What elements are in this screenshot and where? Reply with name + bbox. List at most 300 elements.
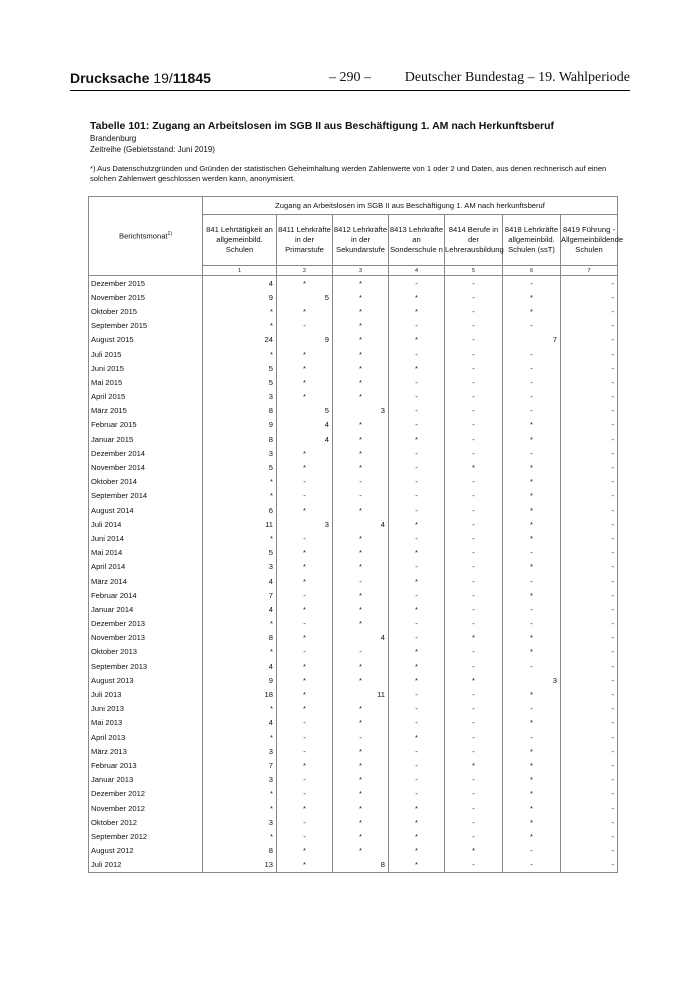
value-cell: - [503, 617, 561, 631]
value-cell: * [333, 815, 389, 829]
value-cell: - [333, 489, 389, 503]
value-cell: 4 [203, 574, 277, 588]
value-cell: * [389, 361, 445, 375]
month-cell: September 2015 [89, 319, 203, 333]
table-row [89, 716, 618, 730]
value-cell: * [277, 702, 333, 716]
value-cell: - [445, 304, 503, 318]
value-cell: * [277, 844, 333, 858]
doc-label: Drucksache [70, 70, 154, 86]
month-cell: September 2013 [89, 659, 203, 673]
value-cell: - [561, 588, 618, 602]
value-cell: * [277, 602, 333, 616]
value-cell: 3 [203, 446, 277, 460]
value-cell: * [333, 375, 389, 389]
value-cell: * [277, 446, 333, 460]
value-cell: - [389, 687, 445, 701]
value-cell: * [333, 304, 389, 318]
value-cell: - [277, 489, 333, 503]
month-cell: August 2012 [89, 844, 203, 858]
month-cell: Februar 2013 [89, 758, 203, 772]
value-cell: - [445, 858, 503, 873]
table-row [89, 304, 618, 318]
value-cell: * [277, 347, 333, 361]
value-cell: - [445, 503, 503, 517]
value-cell: - [445, 517, 503, 531]
month-cell: Februar 2015 [89, 418, 203, 432]
value-cell: * [503, 432, 561, 446]
value-cell: 4 [203, 659, 277, 673]
column-number: 5 [445, 266, 503, 276]
value-cell: - [389, 617, 445, 631]
value-cell: * [277, 758, 333, 772]
value-cell: * [503, 716, 561, 730]
value-cell: 9 [203, 290, 277, 304]
value-cell: - [445, 617, 503, 631]
value-cell: - [389, 446, 445, 460]
month-cell: Dezember 2015 [89, 276, 203, 291]
value-cell: 5 [277, 290, 333, 304]
value-cell: 3 [203, 744, 277, 758]
table-row [89, 617, 618, 631]
value-cell: 9 [203, 418, 277, 432]
table-title: Tabelle 101: Zugang an Arbeitslosen im SGB II aus Beschäftigung 1. AM nach Herkunftsberuf [90, 120, 555, 132]
value-cell: 5 [277, 404, 333, 418]
value-cell: - [561, 503, 618, 517]
value-cell: - [561, 304, 618, 318]
value-cell: - [445, 375, 503, 389]
month-cell: April 2013 [89, 730, 203, 744]
value-cell: * [503, 503, 561, 517]
value-cell: 8 [203, 844, 277, 858]
value-cell: * [389, 673, 445, 687]
value-cell: 8 [203, 631, 277, 645]
value-cell: * [503, 758, 561, 772]
value-cell: * [503, 517, 561, 531]
value-cell: - [389, 390, 445, 404]
value-cell: * [333, 801, 389, 815]
month-cell: Januar 2013 [89, 773, 203, 787]
value-cell: - [561, 276, 618, 291]
value-cell: * [203, 319, 277, 333]
value-cell: - [389, 418, 445, 432]
value-cell: * [389, 574, 445, 588]
month-cell: Dezember 2013 [89, 617, 203, 631]
table-row [89, 673, 618, 687]
value-cell: 4 [277, 432, 333, 446]
table-row [89, 333, 618, 347]
table-row [89, 744, 618, 758]
value-cell: * [333, 503, 389, 517]
value-cell: - [561, 560, 618, 574]
value-cell: 8 [203, 432, 277, 446]
value-cell: - [445, 347, 503, 361]
value-cell: - [503, 659, 561, 673]
value-cell: - [561, 815, 618, 829]
month-cell: Mai 2014 [89, 546, 203, 560]
value-cell: - [561, 375, 618, 389]
value-cell: - [561, 333, 618, 347]
value-cell: * [389, 517, 445, 531]
month-cell: Januar 2015 [89, 432, 203, 446]
value-cell: * [503, 560, 561, 574]
value-cell: * [503, 489, 561, 503]
value-cell: - [561, 844, 618, 858]
value-cell: - [561, 432, 618, 446]
value-cell: - [445, 716, 503, 730]
value-cell: - [561, 730, 618, 744]
value-cell: - [389, 716, 445, 730]
value-cell: * [503, 773, 561, 787]
value-cell: * [333, 829, 389, 843]
value-cell: 3 [203, 815, 277, 829]
page-number: – 290 – [329, 70, 371, 85]
value-cell: * [333, 659, 389, 673]
value-cell: - [445, 702, 503, 716]
value-cell: * [277, 546, 333, 560]
value-cell: * [333, 333, 389, 347]
value-cell: * [277, 687, 333, 701]
value-cell: * [333, 290, 389, 304]
value-cell: - [561, 460, 618, 474]
value-cell: * [203, 475, 277, 489]
value-cell: * [503, 475, 561, 489]
table-row [89, 659, 618, 673]
value-cell: * [503, 290, 561, 304]
doc-num-prefix: 19/ [153, 70, 173, 86]
value-cell: - [445, 333, 503, 347]
value-cell: * [389, 645, 445, 659]
value-cell: - [445, 418, 503, 432]
table-row [89, 361, 618, 375]
value-cell: * [277, 304, 333, 318]
value-cell: 3 [203, 773, 277, 787]
value-cell: - [445, 773, 503, 787]
table-row [89, 801, 618, 815]
value-cell: - [561, 347, 618, 361]
month-cell: Dezember 2012 [89, 787, 203, 801]
value-cell: - [561, 687, 618, 701]
value-cell: 5 [203, 375, 277, 389]
value-cell: - [445, 475, 503, 489]
value-cell: - [445, 659, 503, 673]
value-cell: 7 [203, 588, 277, 602]
value-cell: * [333, 432, 389, 446]
value-cell: - [503, 375, 561, 389]
value-cell: - [389, 276, 445, 291]
value-cell: - [389, 489, 445, 503]
value-cell: - [445, 801, 503, 815]
privacy-note: *) Aus Datenschutzgründen und Gründen der statistischen Geheimhaltung werden Zahlenwerte von 1 oder 2 und Daten, aus denen rechnerisch auf einen solchen Zahlenwert geschlossen werden kann, anonymisiert. [90, 164, 607, 183]
data-table [88, 196, 624, 873]
value-cell: - [389, 744, 445, 758]
value-cell: 4 [203, 276, 277, 291]
column-header: 8419 Führung - Allgemeinbildende Schulen [561, 215, 618, 266]
value-cell: 4 [333, 517, 389, 531]
value-cell: * [333, 844, 389, 858]
value-cell: - [333, 475, 389, 489]
value-cell: 11 [333, 687, 389, 701]
value-cell: - [277, 787, 333, 801]
value-cell: * [203, 617, 277, 631]
value-cell: - [333, 730, 389, 744]
value-cell: - [561, 659, 618, 673]
value-cell: * [333, 773, 389, 787]
value-cell: * [389, 432, 445, 446]
month-cell: Oktober 2012 [89, 815, 203, 829]
value-cell: 5 [203, 460, 277, 474]
value-cell: - [561, 858, 618, 873]
value-cell: - [561, 361, 618, 375]
month-cell: Juli 2015 [89, 347, 203, 361]
value-cell: - [445, 687, 503, 701]
value-cell: * [277, 801, 333, 815]
value-cell: * [389, 290, 445, 304]
month-cell: November 2012 [89, 801, 203, 815]
value-cell: - [445, 588, 503, 602]
month-cell: April 2014 [89, 560, 203, 574]
value-cell: - [561, 404, 618, 418]
table-row [89, 702, 618, 716]
value-cell: 3 [503, 673, 561, 687]
month-cell: September 2012 [89, 829, 203, 843]
value-cell: - [561, 744, 618, 758]
value-cell: * [277, 375, 333, 389]
value-cell: * [389, 829, 445, 843]
table-row [89, 503, 618, 517]
value-cell: * [503, 687, 561, 701]
value-cell: 4 [277, 418, 333, 432]
value-cell: - [389, 787, 445, 801]
value-cell: * [333, 546, 389, 560]
value-cell: - [445, 531, 503, 545]
value-cell: * [333, 347, 389, 361]
value-cell: * [389, 815, 445, 829]
value-cell: * [203, 702, 277, 716]
value-cell: - [503, 361, 561, 375]
table-row [89, 815, 618, 829]
value-cell: * [445, 460, 503, 474]
value-cell: - [561, 702, 618, 716]
value-cell: - [445, 560, 503, 574]
month-cell: Mai 2013 [89, 716, 203, 730]
value-cell: * [503, 829, 561, 843]
value-cell: - [445, 829, 503, 843]
month-cell: März 2014 [89, 574, 203, 588]
value-cell: 3 [277, 517, 333, 531]
month-cell: Juli 2013 [89, 687, 203, 701]
column-header: 8411 Lehrkräfte in der Primarstufe [277, 215, 333, 266]
value-cell: - [445, 546, 503, 560]
value-cell: - [389, 503, 445, 517]
value-cell: - [277, 588, 333, 602]
value-cell: 7 [203, 758, 277, 772]
value-cell: - [503, 446, 561, 460]
value-cell: * [389, 304, 445, 318]
table-row [89, 730, 618, 744]
value-cell: - [561, 645, 618, 659]
value-cell: * [389, 801, 445, 815]
value-cell: - [389, 702, 445, 716]
value-cell: - [561, 489, 618, 503]
table-row [89, 531, 618, 545]
table-row [89, 418, 618, 432]
table-row [89, 489, 618, 503]
month-cell: September 2014 [89, 489, 203, 503]
month-cell: Oktober 2015 [89, 304, 203, 318]
value-cell: 3 [203, 560, 277, 574]
series-label: Zeitreihe (Gebietsstand: Juni 2019) [90, 145, 215, 154]
value-cell: * [277, 560, 333, 574]
value-cell: 5 [203, 546, 277, 560]
value-cell: - [561, 390, 618, 404]
value-cell: - [561, 517, 618, 531]
value-cell: - [561, 531, 618, 545]
value-cell: - [561, 546, 618, 560]
value-cell: - [277, 744, 333, 758]
value-cell: - [389, 460, 445, 474]
value-cell: - [445, 290, 503, 304]
value-cell: - [503, 574, 561, 588]
value-cell: - [445, 404, 503, 418]
table-row [89, 588, 618, 602]
value-cell: - [561, 574, 618, 588]
month-cell: November 2015 [89, 290, 203, 304]
value-cell: - [561, 773, 618, 787]
value-cell: - [389, 319, 445, 333]
value-cell: * [203, 787, 277, 801]
value-cell: 8 [203, 404, 277, 418]
column-number: 7 [561, 266, 618, 276]
value-cell: - [445, 602, 503, 616]
value-cell: * [389, 659, 445, 673]
value-cell: - [389, 588, 445, 602]
page-header [70, 66, 630, 91]
value-cell: 4 [203, 602, 277, 616]
value-cell: * [503, 418, 561, 432]
value-cell: 7 [503, 333, 561, 347]
value-cell: * [445, 631, 503, 645]
value-cell: 6 [203, 503, 277, 517]
value-cell: * [445, 844, 503, 858]
value-cell: * [333, 531, 389, 545]
table-row [89, 290, 618, 304]
value-cell: - [445, 390, 503, 404]
value-cell: 8 [333, 858, 389, 873]
value-cell: - [277, 617, 333, 631]
region-label: Brandenburg [90, 134, 137, 143]
column-header: 8413 Lehrkräfte an Sonderschule n [389, 215, 445, 266]
month-cell: März 2013 [89, 744, 203, 758]
value-cell: 13 [203, 858, 277, 873]
value-cell: * [333, 716, 389, 730]
value-cell: * [277, 673, 333, 687]
month-cell: Oktober 2014 [89, 475, 203, 489]
value-cell: - [561, 290, 618, 304]
value-cell: - [445, 446, 503, 460]
value-cell: 9 [277, 333, 333, 347]
value-cell: - [277, 773, 333, 787]
value-cell: - [445, 645, 503, 659]
value-cell: - [389, 375, 445, 389]
month-cell: Mai 2015 [89, 375, 203, 389]
month-cell: Juli 2014 [89, 517, 203, 531]
value-cell: 18 [203, 687, 277, 701]
value-cell: 11 [203, 517, 277, 531]
value-cell: - [503, 602, 561, 616]
value-cell: - [277, 475, 333, 489]
value-cell: 3 [333, 404, 389, 418]
value-cell: - [389, 404, 445, 418]
month-cell: Oktober 2013 [89, 645, 203, 659]
value-cell: - [561, 787, 618, 801]
value-cell: - [445, 432, 503, 446]
value-cell: - [561, 716, 618, 730]
value-cell: * [503, 787, 561, 801]
value-cell: * [503, 588, 561, 602]
value-cell: - [445, 744, 503, 758]
column-number: 2 [277, 266, 333, 276]
value-cell: - [389, 758, 445, 772]
value-cell: - [503, 730, 561, 744]
value-cell: * [389, 844, 445, 858]
value-cell: * [333, 390, 389, 404]
value-cell: - [389, 531, 445, 545]
value-cell: 5 [203, 361, 277, 375]
value-cell: - [503, 702, 561, 716]
value-cell: * [203, 304, 277, 318]
value-cell: - [445, 730, 503, 744]
column-number: 4 [389, 266, 445, 276]
month-cell: Juli 2012 [89, 858, 203, 873]
value-cell: - [561, 801, 618, 815]
value-cell: - [277, 531, 333, 545]
value-cell: * [503, 744, 561, 758]
table-row [89, 773, 618, 787]
value-cell: - [277, 716, 333, 730]
month-cell: März 2015 [89, 404, 203, 418]
table-row [89, 276, 618, 291]
table-row [89, 844, 618, 858]
column-header: 8412 Lehrkräfte in der Sekundarstufe [333, 215, 389, 266]
value-cell: - [503, 276, 561, 291]
value-cell: - [277, 645, 333, 659]
table-row [89, 517, 618, 531]
month-cell: Juni 2015 [89, 361, 203, 375]
value-cell: - [277, 730, 333, 744]
value-cell: - [445, 787, 503, 801]
month-cell: Juni 2013 [89, 702, 203, 716]
value-cell: * [333, 460, 389, 474]
value-cell: * [389, 546, 445, 560]
value-cell: * [445, 758, 503, 772]
table-row [89, 446, 618, 460]
value-cell: - [503, 844, 561, 858]
table-row [89, 546, 618, 560]
table-row [89, 645, 618, 659]
value-cell: - [561, 475, 618, 489]
table-row [89, 319, 618, 333]
value-cell: * [277, 276, 333, 291]
value-cell: * [389, 730, 445, 744]
value-cell: * [333, 276, 389, 291]
group-header: Zugang an Arbeitslosen im SGB II aus Beschäftigung 1. AM nach herkunftsberuf [203, 197, 618, 215]
value-cell: * [389, 333, 445, 347]
value-cell: 4 [333, 631, 389, 645]
value-cell: * [203, 645, 277, 659]
value-cell: - [445, 319, 503, 333]
value-cell: - [389, 631, 445, 645]
